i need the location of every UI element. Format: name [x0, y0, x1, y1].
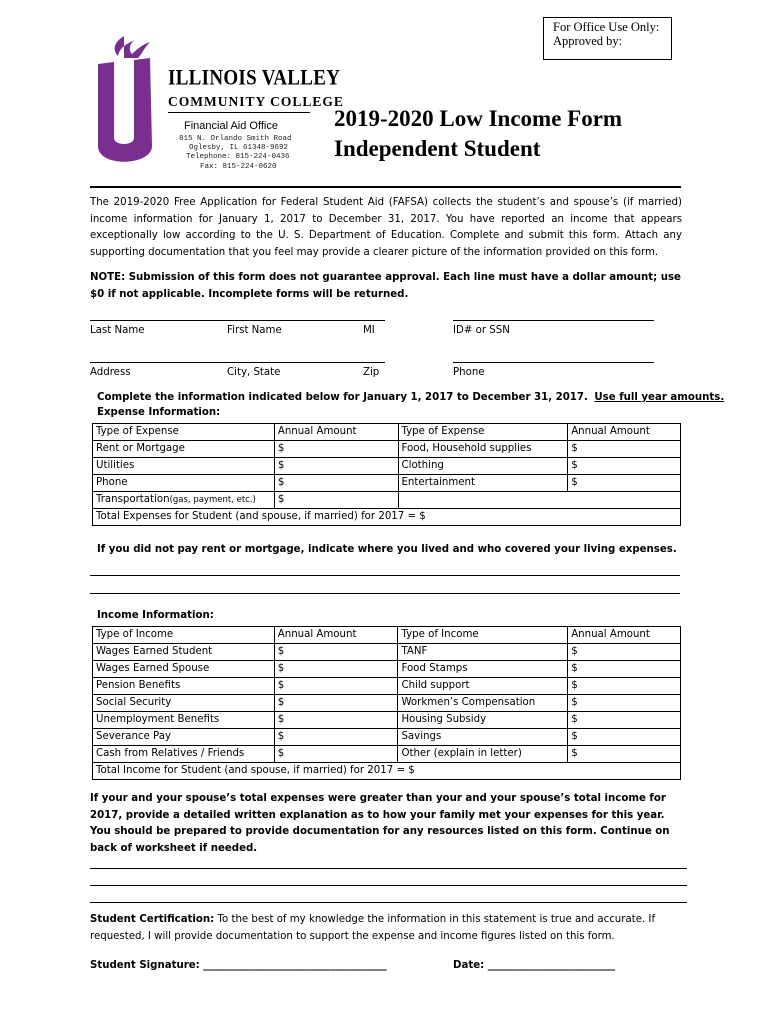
- expense-amount-cell[interactable]: $: [274, 458, 398, 475]
- form-title: [334, 104, 622, 164]
- certification-paragraph: [90, 912, 670, 945]
- transportation-note: (gas, payment, etc.): [169, 495, 256, 505]
- expense-amount-cell[interactable]: $: [568, 441, 681, 458]
- expense-label: [93, 492, 275, 509]
- table-row: [93, 746, 681, 763]
- table-header-row: [93, 627, 681, 644]
- expense-type-header: Type of Expense: [398, 424, 568, 441]
- income-label: Workmen’s Compensation: [398, 695, 568, 712]
- expense-label: Rent or Mortgage: [93, 441, 275, 458]
- rent-question: If you did not pay rent or mortgage, indicate where you lived and who covered your living expenses.: [97, 544, 677, 555]
- expense-amount-cell[interactable]: $: [274, 441, 398, 458]
- expense-amount-header: Annual Amount: [568, 424, 681, 441]
- income-amount-cell[interactable]: $: [274, 729, 398, 746]
- income-amount-cell[interactable]: $: [274, 695, 398, 712]
- income-heading: Income Information:: [97, 610, 214, 621]
- mi-label: MI: [363, 325, 375, 336]
- address-line2: Oglesby, IL 61348-9692: [189, 144, 289, 152]
- transportation-label: Transportation: [96, 494, 170, 505]
- form-title-line2: Independent Student: [334, 136, 541, 161]
- income-total[interactable]: Total Income for Student (and spouse, if married) for 2017 = $: [93, 763, 681, 780]
- table-row: [93, 644, 681, 661]
- phone-input-line[interactable]: [453, 362, 654, 363]
- college-name-line2: COMMUNITY COLLEGE: [168, 94, 344, 109]
- income-amount-cell[interactable]: $: [568, 746, 681, 763]
- income-amount-cell[interactable]: $: [568, 644, 681, 661]
- office-use-label: For Office Use Only:: [553, 20, 660, 34]
- address-label: Address: [90, 367, 131, 378]
- expense-heading: Expense Information:: [97, 407, 221, 418]
- income-label: Savings: [398, 729, 568, 746]
- expense-table: [92, 423, 681, 526]
- total-row: [93, 763, 681, 780]
- table-header-row: [93, 424, 681, 441]
- address-input-line[interactable]: [90, 362, 385, 363]
- expense-amount-cell[interactable]: $: [274, 475, 398, 492]
- table-row: [93, 475, 681, 492]
- name-input-line[interactable]: [90, 320, 385, 321]
- city-state-label: City, State: [227, 367, 281, 378]
- explanation-line-3[interactable]: [90, 902, 687, 903]
- income-amount-cell[interactable]: $: [274, 746, 398, 763]
- telephone-line: Telephone: 815-224-0436: [186, 153, 290, 161]
- expense-amount-cell[interactable]: $: [568, 475, 681, 492]
- certification-label: Student Certification:: [90, 914, 215, 925]
- expense-label: Food, Household supplies: [398, 441, 568, 458]
- income-label: Other (explain in letter): [398, 746, 568, 763]
- income-amount-cell[interactable]: $: [568, 661, 681, 678]
- income-amount-cell[interactable]: $: [274, 644, 398, 661]
- income-amount-cell[interactable]: $: [274, 661, 398, 678]
- income-amount-cell[interactable]: $: [274, 712, 398, 729]
- table-row: [93, 441, 681, 458]
- form-title-line1: 2019-2020 Low Income Form: [334, 106, 623, 131]
- id-input-line[interactable]: [453, 320, 654, 321]
- expense-amount-cell[interactable]: $: [274, 492, 398, 509]
- expense-amount-cell[interactable]: $: [568, 458, 681, 475]
- expense-label: Phone: [93, 475, 275, 492]
- income-amount-cell[interactable]: $: [568, 712, 681, 729]
- explanation-line-2[interactable]: [90, 885, 687, 886]
- approved-by-label: Approved by:: [553, 34, 623, 48]
- note-paragraph: NOTE: Submission of this form does not guarantee approval. Each line must have a dollar amount; use $0 if not applicable. Incomplete forms will be returned.: [90, 272, 681, 300]
- empty-cell: [398, 492, 681, 509]
- phone-label: Phone: [453, 367, 485, 378]
- income-amount-cell[interactable]: $: [568, 695, 681, 712]
- header-rule: [90, 186, 681, 188]
- fax-line: Fax: 815-224-0620: [200, 163, 277, 171]
- income-label: Wages Earned Student: [93, 644, 275, 661]
- period-emphasis: Use full year amounts.: [594, 392, 725, 403]
- income-label: Social Security: [93, 695, 275, 712]
- income-label: Pension Benefits: [93, 678, 275, 695]
- explanation-instructions: If your and your spouse’s total expenses were greater than your and your spouse’s total income for 2017, provide a detailed written explanation as to how your family met your expenses for this year. You should be prepared to provide documentation for any resources listed on this form. Continue on back of worksheet if needed.: [90, 793, 670, 854]
- income-amount-header: Annual Amount: [568, 627, 681, 644]
- college-name-line1: ILLINOIS VALLEY: [168, 66, 341, 91]
- first-name-label: First Name: [227, 325, 282, 336]
- college-flame-logo-icon: [94, 34, 156, 172]
- explanation-line-1[interactable]: [90, 868, 687, 869]
- logo-divider: [168, 112, 310, 113]
- expense-label: Utilities: [93, 458, 275, 475]
- rent-answer-line-1[interactable]: [90, 575, 680, 576]
- income-type-header: Type of Income: [93, 627, 275, 644]
- table-row: [93, 712, 681, 729]
- table-row: [93, 695, 681, 712]
- office-use-box: [543, 17, 672, 60]
- income-label: Severance Pay: [93, 729, 275, 746]
- income-label: Child support: [398, 678, 568, 695]
- income-amount-cell[interactable]: $: [568, 678, 681, 695]
- intro-paragraph: The 2019-2020 Free Application for Federal Student Aid (FAFSA) collects the student’s and spouse’s (if married) income information for January 1, 2017 to December 31, 2017. You have reported an income that appears exceptionally low according to the U. S. Department of Education. Complete and submit this form. Attach any supporting documentation that you feel may provide a clearer picture of the information provided on this form.: [90, 197, 682, 258]
- expense-label: Clothing: [398, 458, 568, 475]
- expense-amount-header: Annual Amount: [274, 424, 398, 441]
- rent-answer-line-2[interactable]: [90, 593, 680, 594]
- income-label: TANF: [398, 644, 568, 661]
- address-line1: 815 N. Orlando Smith Road: [179, 135, 292, 143]
- table-row: [93, 458, 681, 475]
- income-type-header: Type of Income: [398, 627, 568, 644]
- table-row: [93, 661, 681, 678]
- expense-type-header: Type of Expense: [93, 424, 275, 441]
- income-table: [92, 626, 681, 780]
- student-signature-field[interactable]: Student Signature: ____________________________________: [90, 960, 387, 971]
- period-instruction: [97, 392, 724, 403]
- zip-label: Zip: [363, 367, 380, 378]
- expense-label: Entertainment: [398, 475, 568, 492]
- income-label: Housing Subsidy: [398, 712, 568, 729]
- certification-text: To the best of my knowledge the information in this statement is true and accurate. If requested, I will provide documentation to support the expense and income figures listed on this form.: [90, 914, 656, 942]
- expense-total[interactable]: Total Expenses for Student (and spouse, if married) for 2017 = $: [93, 509, 681, 526]
- income-amount-cell[interactable]: $: [568, 729, 681, 746]
- financial-aid-office: Financial Aid Office: [184, 120, 278, 132]
- income-amount-cell[interactable]: $: [274, 678, 398, 695]
- period-instruction-text: Complete the information indicated below for January 1, 2017 to December 31, 2017.: [97, 392, 588, 403]
- total-row: [93, 509, 681, 526]
- last-name-label: Last Name: [90, 325, 145, 336]
- income-label: Food Stamps: [398, 661, 568, 678]
- table-row: [93, 492, 681, 509]
- table-row: [93, 729, 681, 746]
- income-label: Wages Earned Spouse: [93, 661, 275, 678]
- id-label: ID# or SSN: [453, 325, 510, 336]
- income-label: Cash from Relatives / Friends: [93, 746, 275, 763]
- income-label: Unemployment Benefits: [93, 712, 275, 729]
- date-field[interactable]: Date: _________________________: [453, 960, 616, 971]
- table-row: [93, 678, 681, 695]
- income-amount-header: Annual Amount: [274, 627, 398, 644]
